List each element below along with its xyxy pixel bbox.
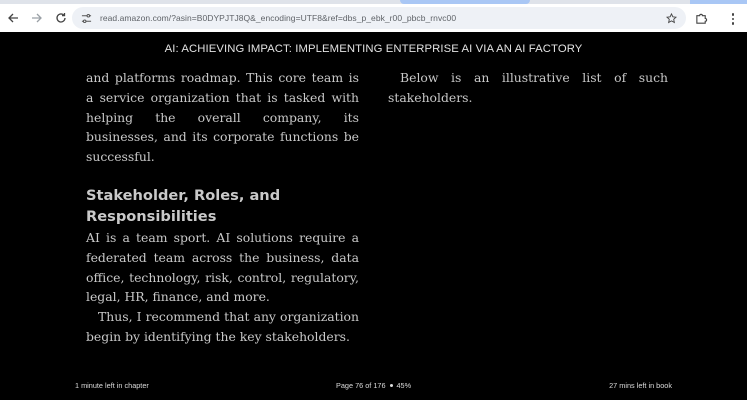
forward-button[interactable] <box>27 8 47 28</box>
kindle-reader <box>0 32 747 400</box>
chapter-time-left: 1 minute left in chapter <box>75 381 149 390</box>
page-number: Page 76 of 176 <box>336 381 386 390</box>
paragraph: AI is a team sport. AI solutions require a federated team across the business, data office, technology, risk, control, regulatory, legal, HR, finance, and more. <box>86 229 359 305</box>
left-page-column <box>86 68 359 347</box>
paragraph: Below is an illustrative list of such stakeholders. <box>388 70 668 105</box>
paragraph: Thus, I recommend that any organization begin by identifying the key stakeholders. <box>86 309 359 344</box>
reload-button[interactable] <box>51 8 71 28</box>
browser-toolbar <box>0 4 747 32</box>
separator-dot <box>390 384 393 387</box>
back-button[interactable] <box>3 8 23 28</box>
percent-read: 45% <box>396 381 412 390</box>
book-title: AI: ACHIEVING IMPACT: IMPLEMENTING ENTERPRISE AI VIA AN AI FACTORY <box>164 43 583 55</box>
arrow-left-icon <box>7 12 19 24</box>
book-time-left: 27 mins left in book <box>609 381 672 390</box>
url-text[interactable]: read.amazon.com/?asin=B0DYPJTJ8Q&_encoding=UTF8&ref=dbs_p_ebk_r00_pbcb_rnvc00 <box>100 13 457 23</box>
section-heading: Stakeholder, Roles, and Responsibilities <box>86 186 281 225</box>
right-page-column <box>388 68 668 108</box>
more-vertical-icon[interactable] <box>726 12 740 26</box>
reload-icon <box>55 12 67 24</box>
address-bar[interactable] <box>72 7 686 29</box>
star-icon[interactable] <box>664 11 678 25</box>
arrow-right-icon <box>31 12 43 24</box>
page-progress <box>336 381 411 390</box>
puzzle-icon[interactable] <box>695 12 709 26</box>
reader-footer <box>0 381 747 393</box>
site-info-icon[interactable] <box>79 11 93 25</box>
paragraph: and platforms roadmap. This core team is a service organization that is tasked with helping the overall company, its businesses, and its corporate functions be successful. <box>86 70 359 165</box>
